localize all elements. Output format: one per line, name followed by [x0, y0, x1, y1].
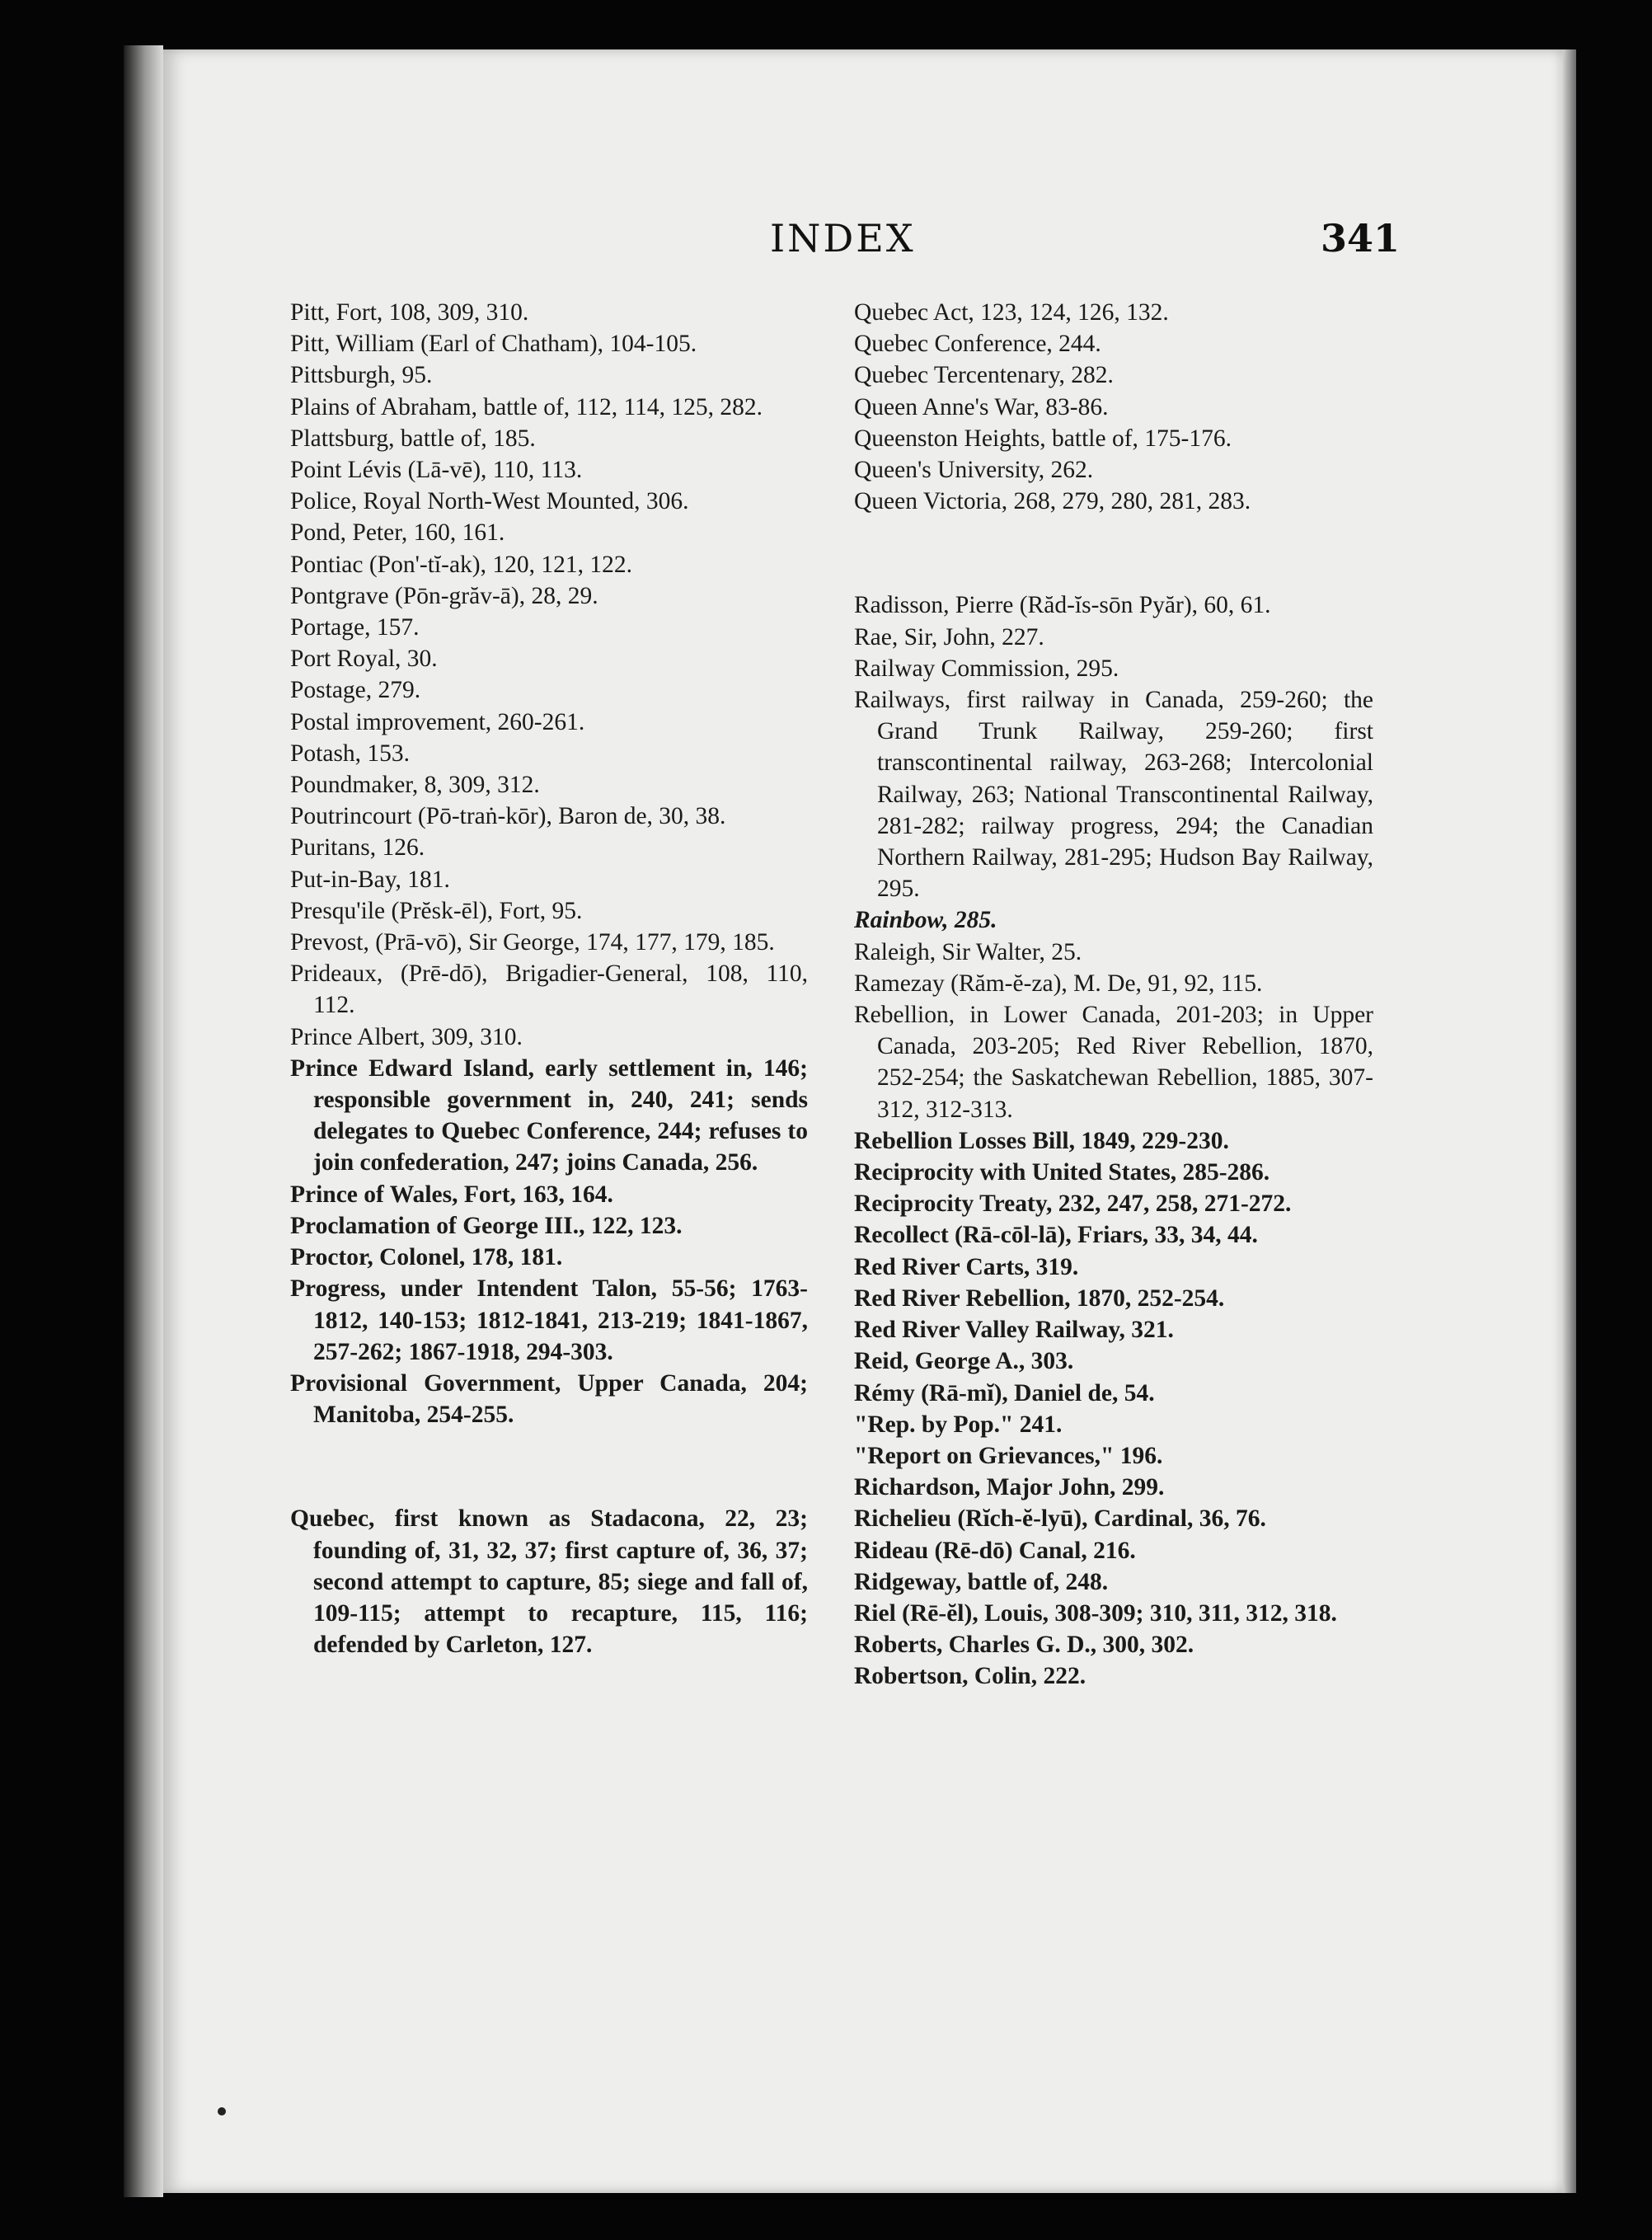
index-entry: Roberts, Charles G. D., 300, 302.	[854, 1632, 1194, 1659]
index-entry: Rae, Sir, John, 227.	[854, 623, 1044, 650]
index-entry: Poundmaker, 8, 309, 312.	[290, 772, 540, 799]
index-entry: Robertson, Colin, 222.	[854, 1663, 1086, 1690]
index-entry: "Rep. by Pop." 241.	[854, 1411, 1063, 1438]
index-entry: Postage, 279.	[290, 677, 421, 704]
index-column-left	[290, 297, 808, 1660]
index-entry: Ridgeway, battle of, 248.	[854, 1568, 1109, 1595]
section-gap	[290, 1430, 808, 1503]
index-entry: Plains of Abraham, battle of, 112, 114, 125, 282.	[290, 393, 763, 420]
index-entry: Puritans, 126.	[290, 834, 425, 862]
index-entry: Radisson, Pierre (Răd-ĭs-sōn Pyăr), 60, 61.	[854, 592, 1271, 619]
index-entry: Rebellion Losses Bill, 1849, 229-230.	[854, 1127, 1229, 1154]
index-entry: Presqu'ile (Prĕsk-ēl), Fort, 95.	[290, 897, 583, 924]
index-entry: Raleigh, Sir Walter, 25.	[854, 938, 1082, 965]
index-entry: Prince of Wales, Fort, 163, 164.	[290, 1181, 613, 1208]
index-entry: Quebec Tercentenary, 282.	[854, 362, 1114, 389]
index-entry: Port Royal, 30.	[290, 646, 438, 673]
index-entry: Prince Albert, 309, 310.	[290, 1023, 523, 1050]
index-entry: Reciprocity with United States, 285-286.	[854, 1159, 1270, 1186]
index-entry: Pond, Peter, 160, 161.	[290, 519, 505, 547]
index-entry: Potash, 153.	[290, 740, 411, 767]
index-entry: Police, Royal North-West Mounted, 306.	[290, 488, 689, 515]
index-entry-italic: Rainbow, 285.	[854, 907, 997, 934]
page-number: 341	[1321, 216, 1401, 261]
index-entry: Prevost, (Prā-vō), Sir George, 174, 177, 179, 185.	[290, 929, 775, 956]
index-entry: Put-in-Bay, 181.	[290, 866, 450, 893]
index-entry: Red River Valley Railway, 321.	[854, 1317, 1174, 1344]
index-entry: Richelieu (Rĭch-ĕ-lyū), Cardinal, 36, 76.	[854, 1505, 1266, 1533]
index-entry: Rémy (Rā-mĭ), Daniel de, 54.	[854, 1379, 1155, 1406]
index-entry: Reciprocity Treaty, 232, 247, 258, 271-272.	[854, 1190, 1292, 1218]
page-right-edge	[1563, 49, 1576, 2193]
index-entry: Pontgrave (Pōn-grăv-ā), 28, 29.	[290, 582, 598, 609]
ink-speck	[218, 2107, 226, 2116]
index-entry: Railways, first railway in Canada, 259-260; the Grand Trunk Railway, 259-260; first transcontinental railway, 263-268; Intercolonial Railway, 263; National Transcontinental Railway, 281-282; railway progress, 294; the Canadian Northern Railway, 281-295; Hudson Bay Railway, 295.	[854, 687, 1373, 903]
index-entry: Postal improvement, 260-261.	[290, 708, 585, 735]
index-entry: Prince Edward Island, early settlement in, 146; responsible government in, 240, 241; sends delegates to Quebec Conference, 244; refuses to join confederation, 247; joins Canada, 256.	[290, 1054, 808, 1176]
index-entry: Pitt, Fort, 108, 309, 310.	[290, 299, 529, 326]
section-gap	[854, 517, 1373, 589]
index-entry: Rideau (Rē-dō) Canal, 216.	[854, 1537, 1136, 1564]
index-entry: Reid, George A., 303.	[854, 1348, 1074, 1375]
index-entry: Prideaux, (Prē-dō), Brigadier-General, 108, 110, 112.	[290, 960, 808, 1019]
index-entry: Queenston Heights, battle of, 175-176.	[854, 425, 1232, 452]
index-entry: Proctor, Colonel, 178, 181.	[290, 1244, 563, 1271]
index-entry: Pontiac (Pon'-tĭ-ak), 120, 121, 122.	[290, 551, 632, 578]
index-entry: Progress, under Intendent Talon, 55-56; 1763-1812, 140-153; 1812-1841, 213-219; 1841-1867, 257-262; 1867-1918, 294-303.	[290, 1275, 808, 1365]
index-entry: Quebec Act, 123, 124, 126, 132.	[854, 299, 1169, 326]
index-entry: Quebec Conference, 244.	[854, 331, 1101, 358]
index-entry: Portage, 157.	[290, 614, 420, 641]
index-entry: Pittsburgh, 95.	[290, 362, 433, 389]
index-entry: Queen Anne's War, 83-86.	[854, 393, 1109, 420]
index-entry: Ramezay (Răm-ĕ-za), M. De, 91, 92, 115.	[854, 970, 1263, 997]
index-column-right	[854, 297, 1373, 1693]
index-entry: Railway Commission, 295.	[854, 655, 1119, 682]
index-entry: Provisional Government, Upper Canada, 204; Manitoba, 254-255.	[290, 1369, 808, 1429]
index-entry: Queen's University, 262.	[854, 457, 1094, 484]
page-header	[0, 216, 1652, 265]
index-entry: Point Lévis (Lā-vē), 110, 113.	[290, 457, 583, 484]
index-entry: Rebellion, in Lower Canada, 201-203; in Upper Canada, 203-205; Red River Rebellion, 1870, 252-254; the Saskatchewan Rebellion, 1885, 307-312, 312-313.	[854, 1002, 1373, 1123]
index-entry: Red River Rebellion, 1870, 252-254.	[854, 1284, 1225, 1312]
index-entry	[854, 904, 1373, 936]
index-entry: "Report on Grievances," 196.	[854, 1442, 1163, 1469]
index-entry: Quebec, first known as Stadacona, 22, 23; founding of, 31, 32, 37; first capture of, 36, 37; second attempt to capture, 85; siege and fall of, 109-115; attempt to recapture, 115, 116; defended by Carleton, 127.	[290, 1505, 808, 1659]
index-entry: Richardson, Major John, 299.	[854, 1474, 1165, 1501]
running-title: INDEX	[770, 216, 916, 261]
index-entry: Poutrincourt (Pō-traṅ-kōr), Baron de, 30, 38.	[290, 803, 726, 830]
index-entry: Red River Carts, 319.	[854, 1253, 1079, 1280]
index-entry: Pitt, William (Earl of Chatham), 104-105.	[290, 331, 697, 358]
index-entry: Queen Victoria, 268, 279, 280, 281, 283.	[854, 488, 1251, 515]
book-gutter-edge	[124, 45, 163, 2197]
index-entry: Proclamation of George III., 122, 123.	[290, 1212, 683, 1239]
index-entry: Plattsburg, battle of, 185.	[290, 425, 536, 452]
index-entry: Riel (Rē-ĕl), Louis, 308-309; 310, 311, 312, 318.	[854, 1599, 1337, 1627]
index-entry: Recollect (Rā-cōl-lā), Friars, 33, 34, 44.	[854, 1222, 1258, 1249]
